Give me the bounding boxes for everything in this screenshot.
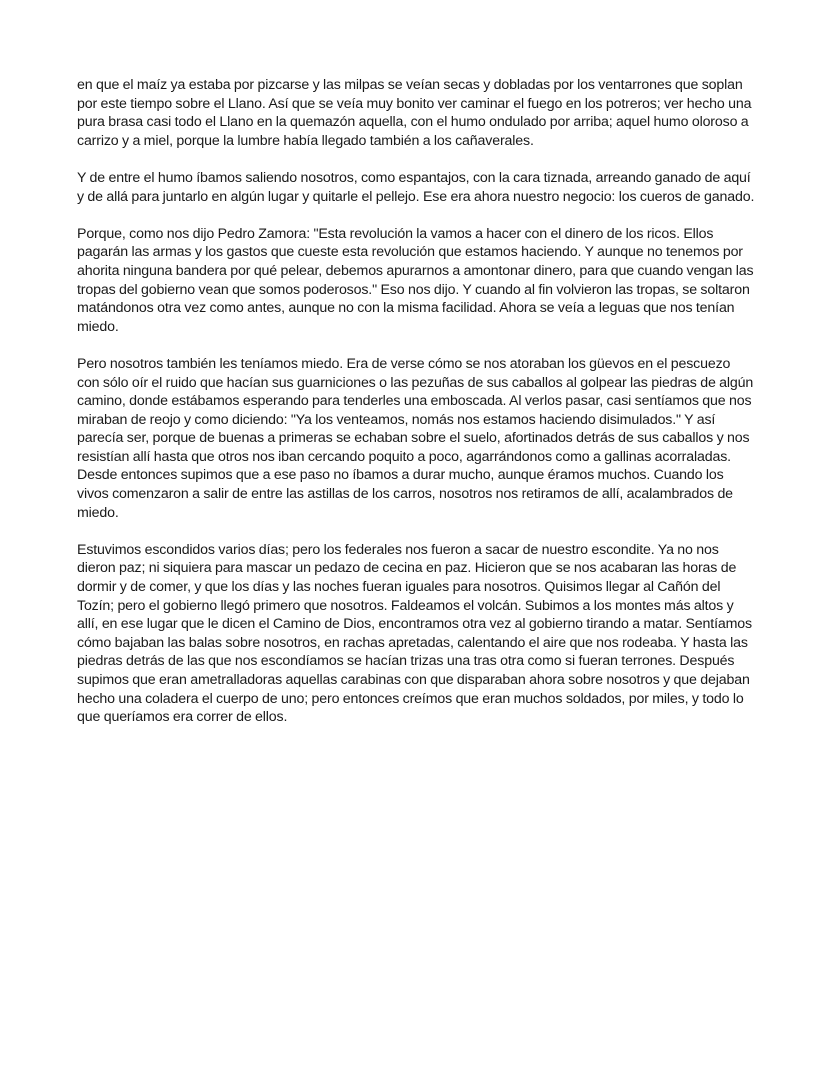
paragraph: en que el maíz ya estaba por pizcarse y las milpas se veían secas y dobladas por los ventarrones que soplan por este tiempo sobre el Llano. Así que se veía muy bonito ver caminar el fuego en los potreros; ver hecho una pura brasa casi todo el Llano en la quemazón aquella, con el humo ondulado por arriba; aquel humo oloroso a carrizo y a miel, porque la lumbre había llegado también a los cañaverales. <box>77 77 752 149</box>
paragraph: Y de entre el humo íbamos saliendo nosotros, como espantajos, con la cara tiznada, arreando ganado de aquí y de allá para juntarlo en algún lugar y quitarle el pellejo. Ese era ahora nuestro negocio: los cueros de ganado. <box>77 169 755 205</box>
paragraph: Porque, como nos dijo Pedro Zamora: "Esta revolución la vamos a hacer con el dinero de los ricos. Ellos pagarán las armas y los gastos que cueste esta revolución que estamos haciendo. Y aunque no tenemos por ahorita ninguna bandera por qué pelear, debemos apurarnos a amontonar dinero, para que cuando vengan las tropas del gobierno vean que somos poderosos." Eso nos dijo. Y cuando al fin volvieron las tropas, se soltaron matándonos otra vez como antes, aunque no con la misma facilidad. Ahora se veía a leguas que nos tenían miedo. <box>77 225 754 335</box>
paragraph: Pero nosotros también les teníamos miedo. Era de verse cómo se nos atoraban los güevos en el pescuezo con sólo oír el ruido que hacían sus guarniciones o las pezuñas de sus caballos al golpear las piedras de algún camino, donde estábamos esperando para tenderles una emboscada. Al verlos pasar, casi sentíamos que nos miraban de reojo y como diciendo: "Ya los venteamos, nomás nos estamos haciendo disimulados." Y así parecía ser, porque de buenas a primeras se echaban sobre el suelo, afortinados detrás de sus caballos y nos resistían allí hasta que otros nos iban cercando poquito a poco, agarrándonos como a gallinas acorraladas. Desde entonces supimos que a ese paso no íbamos a durar mucho, aunque éramos muchos. Cuando los vivos comenzaron a salir de entre las astillas de los carros, nosotros nos retiramos de allí, acalambrados de miedo. <box>77 355 754 521</box>
document-page <box>77 76 755 745</box>
paragraph: Estuvimos escondidos varios días; pero los federales nos fueron a sacar de nuestro escondite. Ya no nos dieron paz; ni siquiera para mascar un pedazo de cecina en paz. Hicieron que se nos acabaran las horas de dormir y de comer, y que los días y las noches fueran iguales para nosotros. Quisimos llegar al Cañón del Tozín; pero el gobierno llegó primero que nosotros. Faldeamos el volcán. Subimos a los montes más altos y allí, en ese lugar que le dicen el Camino de Dios, encontramos otra vez al gobierno tirando a matar. Sentíamos cómo bajaban las balas sobre nosotros, en rachas apretadas, calentando el aire que nos rodeaba. Y hasta las piedras detrás de las que nos escondíamos se hacían trizas una tras otra como si fueran terrones. Después supimos que eran ametralladoras aquellas carabinas con que disparaban ahora sobre nosotros y que dejaban hecho una coladera el cuerpo de uno; pero entonces creímos que eran muchos soldados, por miles, y todo lo que queríamos era correr de ellos. <box>77 541 752 726</box>
